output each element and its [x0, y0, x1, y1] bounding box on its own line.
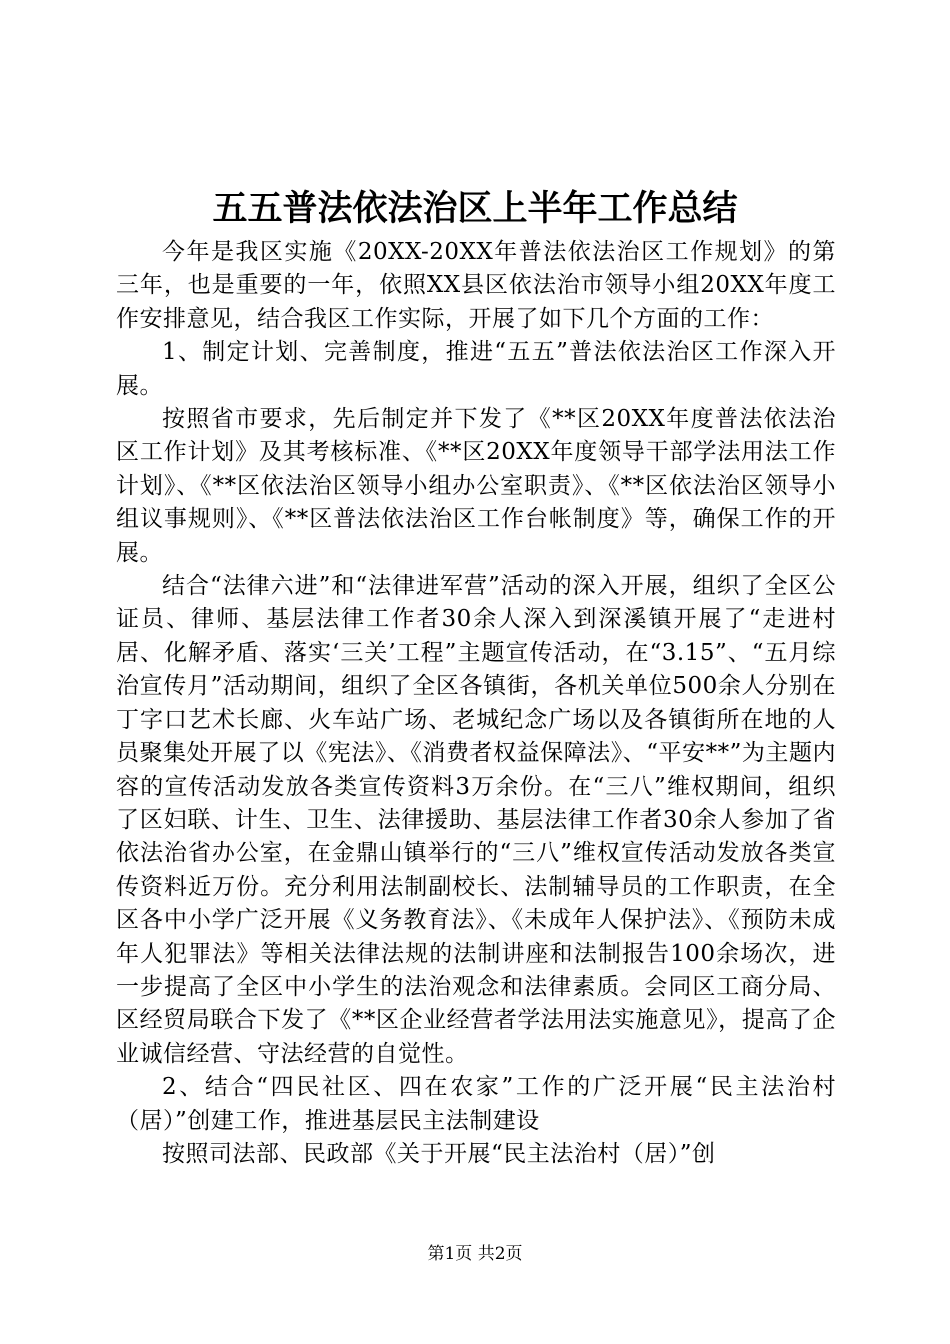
document-body [116, 236, 836, 1172]
paragraph-intro: 今年是我区实施《20XX-20XX年普法依法治区工作规划》的第三年，也是重要的一年，依照XX县区依法治市领导小组20XX年度工作安排意见，结合我区工作实际，开展了如下几个方面的工作： [116, 239, 836, 332]
paragraph-activities: 结合“法律六进”和“法律进军营”活动的深入开展，组织了全区公证员、律师、基层法律工作者30余人深入到深溪镇开展了“走进村居、化解矛盾、落实‘三关’工程”主题宣传活动，在“3.15”、“五月综治宣传月”活动期间，组织了全区各镇街，各机关单位500余人分别在丁字口艺术长廊、火车站广场、老城纪念广场以及各镇街所在地的人员聚集处开展了以《宪法》、《消费者权益保障法》、“平安**”为主题内容的宣传活动发放各类宣传资料3万余份。在“三八”维权期间，组织了区妇联、计生、卫生、法律援助、基层法律工作者30余人参加了省依法治省办公室，在金鼎山镇举行的“三八”维权宣传活动发放各类宣传资料近万份。充分利用法制副校长、法制辅导员的工作职责，在全区各中小学广泛开展《义务教育法》、《未成年人保护法》、《预防未成年人犯罪法》等相关法律法规的法制讲座和法制报告100余场次，进一步提高了全区中小学生的法治观念和法律素质。会同区工商分局、区经贸局联合下发了《**区企业经营者学法用法实施意见》，提高了企业诚信经营、守法经营的自觉性。 [116, 573, 836, 1067]
paragraph-section-1-heading: 1、制定计划、完善制度，推进“五五”普法依法治区工作深入开展。 [116, 339, 836, 399]
paragraph-section-2-heading: 2、结合“四民社区、四在农家”工作的广泛开展“民主法治村（居）”创建工作，推进基层民主法制建设 [116, 1074, 836, 1134]
paragraph-plans: 按照省市要求，先后制定并下发了《**区20XX年度普法依法治区工作计划》及其考核标准、《**区20XX年度领导干部学法用法工作计划》、《**区依法治区领导小组办公室职责》、《**区依法治区领导小组议事规则》、《**区普法依法治区工作台帐制度》等，确保工作的开展。 [116, 406, 836, 566]
paragraph-continued: 按照司法部、民政部《关于开展“民主法治村（居）”创 [162, 1140, 716, 1167]
page-number-footer: 第1页 共2页 [427, 1244, 523, 1264]
document-title: 五五普法依法治区上半年工作总结 [212, 188, 738, 229]
